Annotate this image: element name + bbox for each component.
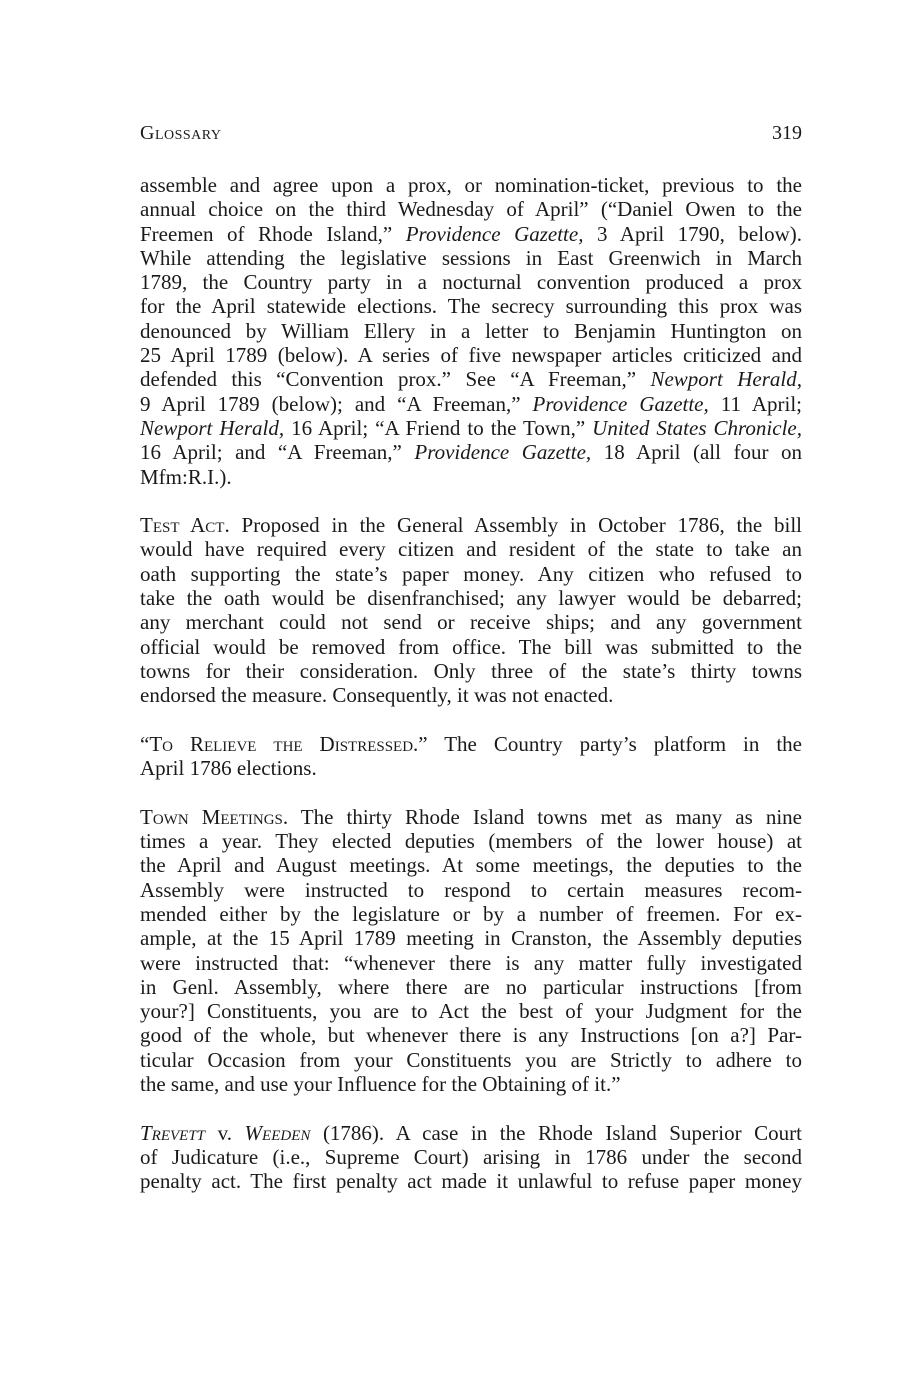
- text-line: [140, 319, 802, 343]
- text-run: official would be removed from office. The bill was submitted to the: [140, 634, 802, 659]
- text-run: . The thirty Rhode Island towns met as many as nine: [282, 804, 802, 829]
- text-run: . Proposed in the General Assembly in October 1786, the bill: [224, 513, 802, 538]
- glossary-entry: [140, 1121, 802, 1194]
- text-run: Assembly were instructed to respond to certain measures recom-: [140, 877, 802, 902]
- text-run: Mfm:R.I.).: [140, 464, 232, 489]
- text-run: v.: [205, 1120, 245, 1145]
- text-run: While attending the legislative sessions in East Greenwich in March: [140, 245, 802, 270]
- text-run: 9 April 1789 (below); and “A Freeman,”: [140, 391, 533, 416]
- text-line: [140, 853, 802, 877]
- glossary-entry: [140, 805, 802, 1097]
- text-run: 16 April; “A Friend to the Town,”: [284, 415, 593, 440]
- text-line: [140, 1121, 802, 1145]
- text-run: penalty act. The first penalty act made it unlawful to refuse paper money: [140, 1169, 802, 1194]
- text-line: [140, 635, 802, 659]
- page-number: 319: [772, 122, 802, 144]
- text-line: [140, 392, 802, 416]
- text-line: [140, 1145, 802, 1169]
- text-run: take the oath would be disenfranchised; any lawyer would be debarred;: [140, 586, 802, 611]
- text-run: mended either by the legislature or by a number of freemen. For ex-: [140, 901, 802, 926]
- text-run: 25 April 1789 (below). A series of five newspaper articles criticized and: [140, 343, 802, 368]
- italic-title: Providence Gazette,: [532, 391, 709, 416]
- entry-term: Town Meetings: [140, 804, 283, 829]
- text-run: endorsed the measure. Consequently, it was not enacted.: [140, 683, 614, 708]
- text-run: annual choice on the third Wednesday of April” (“Daniel Owen to the: [140, 197, 802, 222]
- text-run: April 1786 elections.: [140, 756, 317, 781]
- text-line: [140, 222, 802, 246]
- text-run: ample, at the 15 April 1789 meeting in Cranston, the Assembly deputies: [140, 926, 802, 951]
- text-line: [140, 756, 802, 780]
- text-line: [140, 1072, 802, 1096]
- text-line: [140, 562, 802, 586]
- text-line: [140, 343, 802, 367]
- text-line: [140, 659, 802, 683]
- entry-term: Test Act: [140, 513, 225, 538]
- text-line: [140, 975, 802, 999]
- text-run: denounced by William Ellery in a letter to Benjamin Huntington on: [140, 318, 802, 343]
- text-run: in Genl. Assembly, where there are no particular instructions [from: [140, 974, 802, 999]
- text-run: towns for their consideration. Only three of the state’s thirty towns: [140, 658, 802, 683]
- text-line: [140, 367, 802, 391]
- text-run: 3 April 1790, below).: [583, 221, 802, 246]
- text-run: 1789, the Country party in a nocturnal convention produced a prox: [140, 270, 802, 295]
- italic-title: Newport Herald,: [140, 415, 285, 440]
- text-run: (1786). A case in the Rhode Island Superior Court: [310, 1120, 803, 1145]
- page-header: [140, 122, 802, 145]
- italic-title: Providence Gazette,: [414, 440, 592, 465]
- text-line: [140, 878, 802, 902]
- text-run: the same, and use your Influence for the Obtaining of it.”: [140, 1071, 621, 1096]
- text-line: [140, 537, 802, 561]
- entry-term: To Relieve the Distressed: [149, 731, 414, 756]
- text-run: would have required every citizen and resident of the state to take an: [140, 537, 802, 562]
- italic-title: United States Chronicle,: [592, 415, 802, 440]
- text-run: times a year. They elected deputies (members of the lower house) at: [140, 829, 802, 854]
- text-line: [140, 902, 802, 926]
- text-line: [140, 926, 802, 950]
- text-run: defended this “Convention prox.” See “A Freeman,”: [140, 367, 651, 392]
- text-run: assemble and agree upon a prox, or nomination-ticket, previous to the: [140, 173, 802, 197]
- entry-term: Trevett: [140, 1120, 206, 1145]
- text-run: of Judicature (i.e., Supreme Court) arising in 1786 under the second: [140, 1144, 802, 1169]
- text-line: [140, 1023, 802, 1047]
- text-line: [140, 829, 802, 853]
- text-run: any merchant could not send or receive ships; and any government: [140, 610, 802, 635]
- text-run: for the April statewide elections. The secrecy surrounding this prox was: [140, 294, 802, 319]
- text-line: [140, 270, 802, 294]
- glossary-entry: [140, 173, 802, 489]
- text-line: [140, 465, 802, 489]
- text-run: 16 April; and “A Freeman,”: [140, 440, 415, 465]
- text-line: [140, 246, 802, 270]
- text-line: [140, 586, 802, 610]
- glossary-body: [140, 173, 802, 1218]
- text-run: the April and August meetings. At some meetings, the deputies to the: [140, 853, 802, 878]
- text-run: good of the whole, but whenever there is any Instructions [on a?] Par-: [140, 1023, 802, 1048]
- text-line: [140, 732, 802, 756]
- text-line: [140, 513, 802, 537]
- text-run: “: [140, 731, 150, 756]
- text-run: your?] Constituents, you are to Act the best of your Judgment for the: [140, 999, 802, 1024]
- glossary-entry: [140, 732, 802, 781]
- text-run: were instructed that: “whenever there is any matter fully investigated: [140, 950, 802, 975]
- text-run: 18 April (all four on: [591, 440, 802, 465]
- text-line: [140, 1169, 802, 1193]
- text-line: [140, 683, 802, 707]
- text-line: [140, 610, 802, 634]
- text-run: Freemen of Rhode Island,”: [140, 221, 406, 246]
- text-line: [140, 294, 802, 318]
- text-line: [140, 440, 802, 464]
- entry-term: Weeden: [244, 1120, 311, 1145]
- italic-title: Newport Herald,: [650, 367, 802, 392]
- text-line: [140, 173, 802, 197]
- text-run: oath supporting the state’s paper money. Any citizen who refused to: [140, 561, 802, 586]
- text-line: [140, 805, 802, 829]
- text-run: .” The Country party’s platform in the: [413, 731, 802, 756]
- text-run: 11 April;: [708, 391, 802, 416]
- glossary-entry: [140, 513, 802, 707]
- text-line: [140, 416, 802, 440]
- running-head: Glossary: [140, 122, 222, 144]
- text-run: ticular Occasion from your Constituents you are Strictly to adhere to: [140, 1047, 802, 1072]
- text-line: [140, 999, 802, 1023]
- text-line: [140, 197, 802, 221]
- text-line: [140, 951, 802, 975]
- text-line: [140, 1048, 802, 1072]
- italic-title: Providence Gazette,: [405, 221, 584, 246]
